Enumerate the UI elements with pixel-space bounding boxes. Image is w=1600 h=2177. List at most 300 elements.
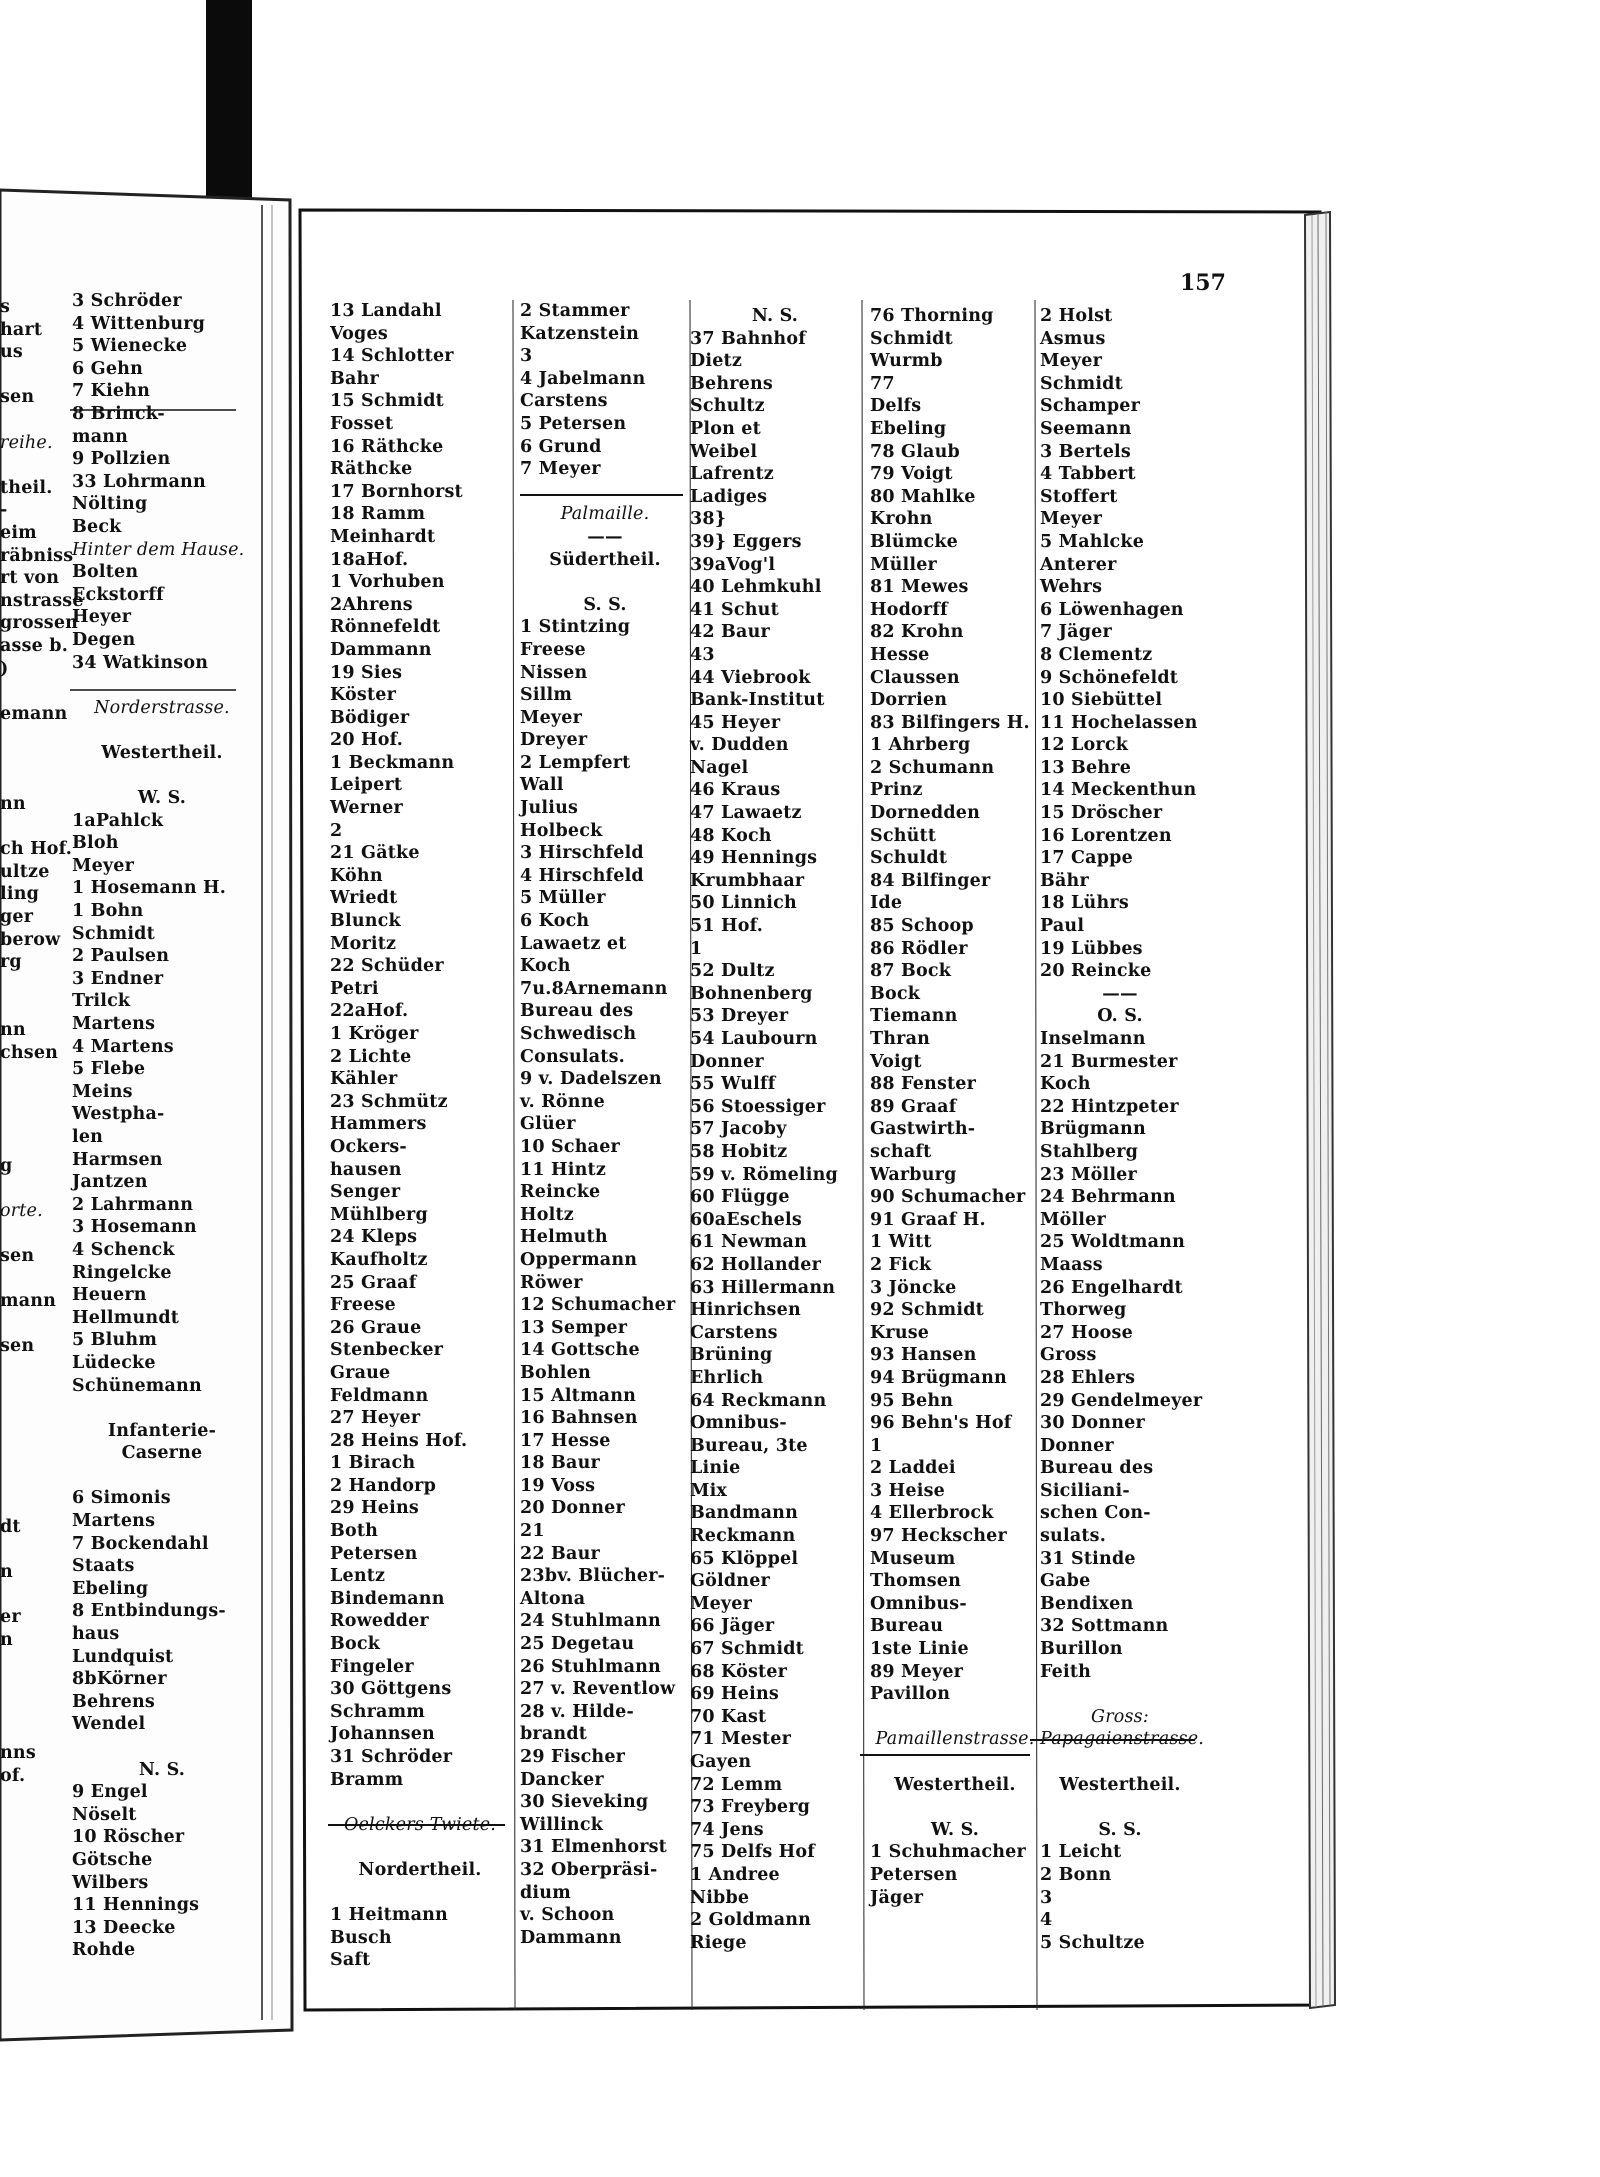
directory-line: Westertheil. <box>101 742 223 763</box>
directory-line: Bureau des <box>1040 1458 1154 1479</box>
directory-line: Oelckers Twiete. <box>343 1814 497 1835</box>
directory-line: Freese <box>330 1295 396 1316</box>
directory-line: Nordertheil. <box>358 1859 482 1880</box>
directory-line: Mühlberg <box>330 1204 428 1225</box>
directory-line: 86 Rödler <box>870 938 968 959</box>
directory-line: schen Con- <box>1040 1503 1151 1524</box>
directory-line: 17 Bornhorst <box>330 481 463 502</box>
directory-line: 2 Handorp <box>330 1475 437 1496</box>
directory-line: 13 Landahl <box>330 301 442 321</box>
directory-line: Stahlberg <box>1040 1141 1139 1162</box>
directory-line <box>72 1465 252 1488</box>
directory-line: nns <box>0 1743 36 1763</box>
directory-line: Bramm <box>330 1769 404 1790</box>
directory-line: Nölting <box>72 494 148 515</box>
directory-line: Museum <box>870 1548 956 1569</box>
directory-line: berow <box>0 929 61 950</box>
directory-line: 58 Hobitz <box>690 1141 788 1162</box>
directory-line <box>0 1674 62 1697</box>
directory-line: 91 Graaf H. <box>870 1209 986 1230</box>
directory-line <box>0 1471 62 1494</box>
directory-line: Voigt <box>870 1051 922 1072</box>
directory-line: 49 Hennings <box>690 848 818 869</box>
right-col-3 <box>690 305 860 1954</box>
directory-line: Lafrentz <box>690 464 774 485</box>
directory-line: ) <box>0 658 9 679</box>
directory-line: Thorweg <box>1040 1300 1127 1321</box>
directory-line: Altona <box>520 1588 586 1609</box>
directory-line: Carstens <box>690 1322 778 1343</box>
directory-line: Johannsen <box>330 1724 435 1745</box>
directory-line: 8 Clementz <box>1040 644 1153 665</box>
directory-line: Westpha- <box>72 1104 165 1125</box>
directory-line: Behrens <box>690 373 773 394</box>
directory-line: 5 Flebe <box>72 1059 146 1080</box>
directory-line: schaft <box>870 1141 932 1162</box>
directory-line: Carstens <box>520 391 608 412</box>
directory-line: 63 Hillermann <box>690 1277 836 1298</box>
directory-line: Nöselt <box>72 1804 137 1825</box>
directory-line: Heyer <box>72 607 132 628</box>
directory-line: Bahr <box>330 368 379 389</box>
directory-line: 4 Ellerbrock <box>870 1503 994 1524</box>
directory-line: Holtz <box>520 1204 574 1225</box>
directory-line: 1 Bohn <box>72 901 144 922</box>
directory-line: 46 Kraus <box>690 780 781 801</box>
directory-line: 28 v. Hilde- <box>520 1701 634 1722</box>
directory-line: 1 Schuhmacher <box>870 1842 1026 1863</box>
directory-line: Koch <box>520 956 571 977</box>
directory-line: 4 Schenck <box>72 1239 175 1260</box>
directory-line: 1 Birach <box>330 1453 416 1474</box>
directory-line: 7u.8Arnemann <box>520 978 668 999</box>
directory-line: Reckmann <box>690 1526 796 1547</box>
directory-line: Wendel <box>72 1714 146 1735</box>
directory-line: Siciliani- <box>1040 1480 1130 1501</box>
directory-line: Infanterie- <box>107 1420 217 1441</box>
directory-line: 1 Kröger <box>330 1024 419 1044</box>
directory-line: 12 Lorck <box>1040 735 1129 756</box>
directory-line: 14 Schlotter <box>330 346 454 367</box>
directory-line <box>0 974 62 997</box>
directory-line: Pavillon <box>870 1684 951 1705</box>
directory-line: Lentz <box>330 1566 386 1587</box>
directory-line: 6 Löwenhagen <box>1040 599 1184 620</box>
directory-line: Krumbhaar <box>690 870 805 891</box>
directory-line: brandt <box>520 1724 588 1745</box>
directory-line: Rowedder <box>330 1611 429 1632</box>
directory-line: 1ste Linie <box>870 1639 969 1660</box>
directory-line <box>330 1791 510 1814</box>
directory-line: Nibbe <box>690 1887 750 1908</box>
right-col-4 <box>870 305 1040 1909</box>
directory-line: 8 Brinck- <box>72 403 165 424</box>
directory-line: 53 Dreyer <box>690 1006 789 1027</box>
directory-line: sen <box>0 1336 35 1357</box>
directory-line: Bock <box>330 1634 381 1655</box>
directory-line: Kaufholtz <box>330 1249 428 1270</box>
directory-line: 44 Viebrook <box>690 667 811 688</box>
directory-line: Bank-Institut <box>690 690 825 711</box>
directory-line: 15 Altmann <box>520 1385 637 1406</box>
directory-line: 1 Stintzing <box>520 617 631 638</box>
directory-line <box>0 1539 62 1562</box>
directory-line: 85 Schoop <box>870 916 974 937</box>
directory-line: ling <box>0 884 40 905</box>
directory-line: 87 Bock <box>870 961 952 982</box>
directory-line: 3 Schröder <box>72 291 182 311</box>
directory-line: 62 Hollander <box>690 1254 822 1275</box>
directory-line: 39} Eggers <box>690 531 802 552</box>
directory-line: Pamaillenstrasse. <box>875 1729 1035 1750</box>
directory-line: 55 Wulff <box>690 1074 776 1095</box>
directory-line: Dietz <box>690 351 742 372</box>
directory-line: 1 Witt <box>870 1232 932 1253</box>
directory-line: 30 Sieveking <box>520 1792 649 1813</box>
directory-line: 18 Baur <box>520 1453 600 1474</box>
directory-line <box>330 1836 510 1859</box>
directory-line: 3 Hosemann <box>72 1217 197 1238</box>
directory-line: 69 Heins <box>690 1684 779 1705</box>
directory-line: Brüning <box>690 1345 773 1366</box>
directory-line: nstrasse <box>0 590 84 611</box>
directory-line: 19 Sies <box>330 662 403 683</box>
directory-line: 48 Koch <box>690 825 772 846</box>
directory-line: Gabe <box>1040 1571 1091 1592</box>
left-fragment-col-b <box>72 290 252 1962</box>
directory-line: 11 Hintz <box>520 1159 606 1180</box>
directory-line: Reincke <box>520 1182 601 1203</box>
directory-line: 2 Holst <box>1040 306 1113 326</box>
directory-line: rg <box>0 952 22 973</box>
directory-line <box>72 764 252 787</box>
directory-line: Kruse <box>870 1322 930 1343</box>
directory-line: Omnibus- <box>690 1413 787 1434</box>
directory-line: 70 Kast <box>690 1706 767 1727</box>
directory-line: Rönnefeldt <box>330 617 441 638</box>
directory-line: 93 Hansen <box>870 1345 977 1366</box>
directory-line: Westertheil. <box>1059 1774 1181 1795</box>
directory-line: 28 Heins Hof. <box>330 1430 468 1451</box>
directory-line: 5 Wienecke <box>72 336 188 357</box>
directory-line <box>72 719 252 742</box>
directory-line: 2Ahrens <box>330 594 413 615</box>
directory-line: Maass <box>1040 1254 1103 1275</box>
directory-line: sulats. <box>1040 1526 1106 1547</box>
directory-line: Donner <box>690 1051 764 1072</box>
directory-line <box>520 571 690 594</box>
directory-line: 90 Schumacher <box>870 1187 1026 1208</box>
directory-line: 32 Sottmann <box>1040 1616 1169 1637</box>
directory-line: 29 Heins <box>330 1498 419 1519</box>
directory-line <box>0 1087 62 1110</box>
directory-line: mann <box>72 426 129 447</box>
directory-line: 78 Glaub <box>870 441 960 462</box>
directory-line: Dorrien <box>870 690 948 711</box>
directory-line: 27 Heyer <box>330 1408 421 1429</box>
directory-line: asse b. <box>0 635 68 656</box>
directory-line: 71 Mester <box>690 1729 792 1750</box>
directory-line: Omnibus- <box>870 1593 967 1614</box>
directory-line: 65 Klöppel <box>690 1548 799 1569</box>
directory-line: 60aEschels <box>690 1209 802 1230</box>
directory-line: 6 Gehn <box>72 358 143 379</box>
directory-line: theil. <box>0 477 53 498</box>
directory-line: O. S. <box>1097 1006 1143 1027</box>
directory-line: Schmidt <box>870 328 953 349</box>
directory-line: Gross: <box>1091 1706 1149 1727</box>
directory-line: 28 Ehlers <box>1040 1367 1136 1388</box>
directory-line: 9 v. Dadelszen <box>520 1069 662 1090</box>
directory-line: 27 Hoose <box>1040 1322 1133 1343</box>
directory-line: Schünemann <box>72 1375 202 1396</box>
directory-line: 23bv. Blücher- <box>520 1566 666 1587</box>
directory-line: Inselmann <box>1040 1029 1146 1049</box>
directory-line: 23 Möller <box>1040 1164 1137 1185</box>
directory-line <box>0 1268 62 1291</box>
directory-line: N. S. <box>138 1759 186 1780</box>
directory-line: 19 Lübbes <box>1040 938 1143 959</box>
directory-line: Mix <box>690 1480 728 1501</box>
directory-line: g <box>0 1155 13 1176</box>
directory-line: Göldner <box>690 1571 770 1592</box>
directory-line: Voges <box>330 323 388 344</box>
directory-line: 16 Lorentzen <box>1040 825 1172 846</box>
directory-line: rt von <box>0 568 60 589</box>
directory-line: 77 <box>870 373 895 394</box>
directory-line: 14 Gottsche <box>520 1340 640 1361</box>
directory-line: N. S. <box>751 306 799 326</box>
directory-line: 4 Tabbert <box>1040 464 1136 485</box>
directory-line: S. S. <box>583 594 627 615</box>
directory-line: 9 Schönefeldt <box>1040 667 1179 688</box>
directory-line: dt <box>0 1517 21 1538</box>
directory-line: 73 Freyberg <box>690 1797 811 1818</box>
directory-line: hart <box>0 319 43 340</box>
directory-line: 76 Thorning <box>870 306 994 326</box>
directory-line: 57 Jacoby <box>690 1119 787 1140</box>
directory-line <box>0 1313 62 1336</box>
directory-line: 17 Hesse <box>520 1430 611 1451</box>
directory-line: 27 v. Reventlow <box>520 1679 676 1700</box>
directory-line: 2 Lempfert <box>520 752 631 773</box>
directory-line: Lüdecke <box>72 1352 156 1373</box>
directory-line <box>0 1358 62 1381</box>
directory-line: hausen <box>330 1159 402 1180</box>
directory-line: Busch <box>330 1927 392 1948</box>
directory-line: 56 Stoessiger <box>690 1096 826 1117</box>
directory-line: 2 Laddei <box>870 1458 956 1479</box>
directory-line: 61 Newman <box>690 1232 808 1253</box>
directory-line: Dornedden <box>870 803 981 824</box>
directory-line: v. Rönne <box>520 1091 605 1112</box>
directory-line: Gross <box>1040 1345 1097 1366</box>
directory-line: Martens <box>72 1014 156 1034</box>
directory-line: Meins <box>72 1081 133 1102</box>
directory-line: ultze <box>0 861 50 882</box>
directory-line: 14 Meckenthun <box>1040 780 1197 801</box>
directory-line: 3 Hirschfeld <box>520 843 644 864</box>
directory-line: 31 Elmenhorst <box>520 1837 667 1858</box>
directory-line: Bureau <box>870 1616 944 1637</box>
directory-line <box>0 1132 62 1155</box>
directory-line: 26 Engelhardt <box>1040 1277 1183 1298</box>
directory-line: 2 <box>330 820 343 841</box>
directory-line: Hesse <box>870 644 930 665</box>
directory-line: Burillon <box>1040 1639 1123 1660</box>
directory-line: Norderstrasse. <box>94 697 230 718</box>
directory-line: Bloh <box>72 833 119 854</box>
directory-line: 22 Hintzpeter <box>1040 1096 1179 1117</box>
directory-line: nn <box>0 794 26 815</box>
directory-line: Röwer <box>520 1272 583 1293</box>
directory-line: Dreyer <box>520 730 588 751</box>
directory-line: 6 Grund <box>520 436 602 457</box>
directory-line: Fosset <box>330 413 394 434</box>
directory-line <box>1040 1751 1200 1774</box>
directory-line: Schmidt <box>1040 373 1123 394</box>
directory-line: 15 Dröscher <box>1040 803 1163 824</box>
directory-line: 18aHof. <box>330 549 409 570</box>
directory-line: Wilbers <box>72 1872 149 1893</box>
directory-line <box>72 674 252 697</box>
directory-line: 31 Stinde <box>1040 1548 1136 1569</box>
directory-line: Donner <box>1040 1435 1114 1456</box>
directory-line: 4 <box>1040 1910 1053 1931</box>
directory-line: 79 Voigt <box>870 464 953 485</box>
directory-line: 2 Stammer <box>520 301 630 321</box>
directory-line: Götsche <box>72 1849 153 1870</box>
directory-line: Meyer <box>520 707 583 728</box>
directory-line: 1 <box>870 1435 883 1456</box>
directory-line: Werner <box>330 798 403 819</box>
directory-line: 7 Bockendahl <box>72 1533 209 1554</box>
directory-line: Leipert <box>330 775 403 796</box>
directory-line <box>0 1584 62 1607</box>
directory-line: 18 Ramm <box>330 504 426 525</box>
directory-line: 52 Dultz <box>690 961 775 982</box>
directory-line: haus <box>72 1624 120 1645</box>
directory-line: Fingeler <box>330 1656 414 1677</box>
directory-line: of. <box>0 1765 26 1786</box>
directory-line: 15 Schmidt <box>330 391 444 412</box>
directory-line: Tiemann <box>870 1006 958 1027</box>
directory-line: 5 Petersen <box>520 413 627 434</box>
directory-line <box>870 1706 1040 1729</box>
directory-line: 20 Hof. <box>330 730 404 751</box>
directory-line: Helmuth <box>520 1227 608 1248</box>
directory-line: 66 Jäger <box>690 1616 775 1637</box>
directory-line: 37 Bahnhof <box>690 328 806 349</box>
directory-line: Schultz <box>690 396 765 417</box>
directory-line: 6 Simonis <box>72 1488 171 1509</box>
directory-line: 1 Andree <box>690 1864 780 1885</box>
directory-line <box>0 409 62 432</box>
directory-line: 4 Hirschfeld <box>520 865 644 886</box>
directory-line: Hellmundt <box>72 1307 180 1328</box>
directory-line: Meyer <box>1040 351 1103 372</box>
directory-line: Dammann <box>330 639 432 660</box>
directory-line: 88 Fenster <box>870 1074 977 1095</box>
directory-line: 23 Schmütz <box>330 1091 448 1112</box>
directory-line: 11 Hennings <box>72 1895 200 1916</box>
directory-line: 1 Vorhuben <box>330 572 445 593</box>
directory-line: 74 Jens <box>690 1819 764 1840</box>
directory-line: Jantzen <box>72 1172 148 1193</box>
directory-line: 22 Schüder <box>330 956 444 977</box>
directory-line: Dancker <box>520 1769 604 1790</box>
directory-line: Brügmann <box>1040 1119 1146 1140</box>
directory-line: 7 Jäger <box>1040 622 1112 643</box>
directory-line: Meyer <box>1040 509 1103 530</box>
directory-line: 5 Mahlcke <box>1040 531 1145 552</box>
directory-line: 4 Martens <box>72 1036 174 1057</box>
directory-line: 67 Schmidt <box>690 1639 804 1660</box>
directory-line: Jäger <box>870 1887 924 1908</box>
directory-line: 42 Baur <box>690 622 770 643</box>
directory-line: Hammers <box>330 1114 427 1135</box>
directory-line: 7 Kiehn <box>72 381 151 402</box>
directory-line: 3 Bertels <box>1040 441 1131 462</box>
directory-line: Staats <box>72 1556 135 1577</box>
directory-line <box>0 1652 62 1675</box>
directory-line: 31 Schröder <box>330 1747 453 1767</box>
directory-line: sen <box>0 387 35 408</box>
directory-line: 1 Hosemann H. <box>72 878 227 899</box>
directory-line: Both <box>330 1521 379 1542</box>
directory-line <box>1040 1796 1200 1819</box>
directory-line: 2 Paulsen <box>72 946 170 967</box>
directory-line: W. S. <box>137 788 187 809</box>
directory-line: 13 Deecke <box>72 1917 176 1938</box>
directory-line: 1 Leicht <box>1040 1842 1122 1863</box>
directory-line <box>0 770 62 793</box>
directory-line: Koch <box>1040 1074 1091 1095</box>
directory-line: 83 Bilfingers H. <box>870 712 1030 733</box>
directory-line: Holbeck <box>520 820 603 841</box>
directory-line: 9 Pollzien <box>72 449 171 470</box>
directory-line: —— <box>587 526 623 547</box>
directory-line: räbniss <box>0 545 74 566</box>
directory-line: sen <box>0 1245 35 1266</box>
directory-line: 1aPahlck <box>72 810 164 831</box>
directory-line: Westertheil. <box>894 1774 1016 1795</box>
directory-line <box>0 364 62 387</box>
directory-line: 40 Lehmkuhl <box>690 577 822 598</box>
directory-line: 82 Krohn <box>870 622 964 643</box>
directory-line: Bindemann <box>330 1588 445 1609</box>
directory-line: Asmus <box>1040 328 1106 349</box>
directory-line: 2 Lahrmann <box>72 1194 194 1215</box>
directory-line: Thomsen <box>870 1571 962 1592</box>
directory-line <box>0 1403 62 1426</box>
directory-line: Ide <box>870 893 903 914</box>
directory-line: 29 Gendelmeyer <box>1040 1390 1203 1411</box>
left-fragment-col-a <box>0 296 84 1787</box>
directory-line: Ladiges <box>690 486 768 507</box>
directory-line: Wriedt <box>330 888 398 909</box>
directory-line: Hodorff <box>870 599 948 620</box>
directory-line <box>0 680 62 703</box>
directory-line: 20 Donner <box>520 1498 625 1519</box>
directory-line <box>0 1448 62 1471</box>
directory-line: 13 Semper <box>520 1317 628 1338</box>
directory-line: 47 Lawaetz <box>690 803 802 824</box>
directory-line: 75 Delfs Hof <box>690 1842 816 1863</box>
directory-line: 16 Bahnsen <box>520 1408 638 1429</box>
directory-line: s <box>0 297 11 317</box>
directory-line: S. S. <box>1098 1819 1142 1840</box>
